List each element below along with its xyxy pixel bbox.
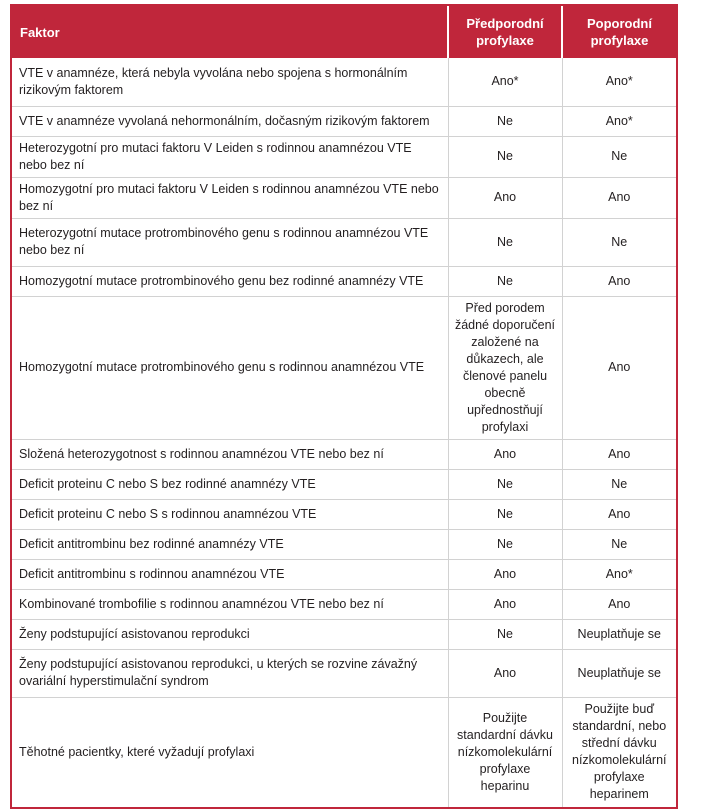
table-row bbox=[12, 266, 676, 296]
table-row bbox=[12, 439, 676, 469]
factor-cell: Heterozygotní mutace protrombinového genu s rodinnou anamnézou VTE nebo bez ní bbox=[12, 218, 448, 266]
header-factor: Faktor bbox=[12, 6, 448, 58]
factor-cell: Těhotné pacientky, které vyžadují profylaxi bbox=[19, 744, 255, 759]
table-row bbox=[12, 499, 676, 529]
antepartum-cell: Ne bbox=[448, 266, 562, 296]
antepartum-cell: Ano bbox=[448, 439, 562, 469]
postpartum-cell: Ne bbox=[562, 529, 676, 559]
postpartum-cell: Neuplatňuje se bbox=[562, 649, 676, 697]
factor-cell: Deficit proteinu C nebo S s rodinnou anamnézou VTE bbox=[12, 499, 448, 529]
header-postpartum: Poporodní profylaxe bbox=[562, 6, 676, 58]
factor-cell: Ženy podstupující asistovanou reprodukci, u kterých se rozvine závažný ovariální hyperstimulační syndrom bbox=[12, 649, 448, 697]
antepartum-cell: Ne bbox=[448, 218, 562, 266]
factor-cell: Složená heterozygotnost s rodinnou anamnézou VTE nebo bez ní bbox=[12, 439, 448, 469]
table-header-row bbox=[12, 6, 676, 58]
antepartum-cell: Použijte standardní dávku nízkomolekulární profylaxe heparinu bbox=[448, 697, 562, 807]
table-row bbox=[12, 106, 676, 136]
table-row bbox=[12, 58, 676, 106]
table-row bbox=[12, 136, 676, 177]
postpartum-cell: Ano bbox=[562, 266, 676, 296]
antepartum-cell: Ne bbox=[448, 619, 562, 649]
antepartum-cell: Ano bbox=[448, 649, 562, 697]
postpartum-cell: Ano* bbox=[562, 106, 676, 136]
postpartum-cell: Ne bbox=[562, 136, 676, 177]
postpartum-cell: Ano bbox=[562, 296, 676, 439]
postpartum-cell: Ano* bbox=[562, 559, 676, 589]
factor-cell: VTE v anamnéze, která nebyla vyvolána nebo spojena s hormonálním rizikovým faktorem bbox=[12, 58, 448, 106]
factor-cell: Deficit antitrombinu bez rodinné anamnézy VTE bbox=[12, 529, 448, 559]
antepartum-cell: Ano bbox=[448, 559, 562, 589]
antepartum-cell: Ano* bbox=[448, 58, 562, 106]
table-row bbox=[12, 296, 676, 439]
postpartum-cell: Ano bbox=[562, 589, 676, 619]
postpartum-cell: Ne bbox=[562, 469, 676, 499]
antepartum-cell: Ne bbox=[448, 469, 562, 499]
antepartum-cell: Ne bbox=[448, 529, 562, 559]
table-row bbox=[12, 177, 676, 218]
antepartum-cell: Ano bbox=[448, 589, 562, 619]
postpartum-cell: Použijte buď standardní, nebo střední dávku nízkomolekulární profylaxe heparinem bbox=[562, 697, 676, 807]
factor-cell: Deficit proteinu C nebo S bez rodinné anamnézy VTE bbox=[12, 469, 448, 499]
factor-cell: VTE v anamnéze vyvolaná nehormonálním, dočasným rizikovým faktorem bbox=[12, 106, 448, 136]
postpartum-cell: Ano* bbox=[562, 58, 676, 106]
antepartum-cell: Ne bbox=[448, 106, 562, 136]
antepartum-cell: Ne bbox=[448, 499, 562, 529]
factor-cell: Deficit antitrombinu s rodinnou anamnézou VTE bbox=[12, 559, 448, 589]
header-antepartum: Předporodní profylaxe bbox=[448, 6, 562, 58]
table-row bbox=[12, 469, 676, 499]
table-frame bbox=[10, 4, 678, 809]
factor-cell: Heterozygotní pro mutaci faktoru V Leiden s rodinnou anamnézou VTE nebo bez ní bbox=[12, 136, 448, 177]
factor-cell: Homozygotní pro mutaci faktoru V Leiden s rodinnou anamnézou VTE nebo bez ní bbox=[12, 177, 448, 218]
antepartum-cell: Ne bbox=[448, 136, 562, 177]
antepartum-cell: Ano bbox=[448, 177, 562, 218]
table-row bbox=[12, 697, 676, 807]
table-row bbox=[12, 559, 676, 589]
table-row bbox=[12, 589, 676, 619]
factor-cell: Homozygotní mutace protrombinového genu s rodinnou anamnézou VTE bbox=[12, 296, 448, 439]
postpartum-cell: Ano bbox=[562, 177, 676, 218]
prophylaxis-table bbox=[12, 6, 676, 807]
factor-cell: Homozygotní mutace protrombinového genu bez rodinné anamnézy VTE bbox=[12, 266, 448, 296]
factor-cell: Ženy podstupující asistovanou reprodukci bbox=[12, 619, 448, 649]
antepartum-cell: Před porodem žádné doporučení založené na důkazech, ale členové panelu obecně upřednostňují profylaxi bbox=[448, 296, 562, 439]
postpartum-cell: Ano bbox=[562, 499, 676, 529]
table-row bbox=[12, 529, 676, 559]
table-row bbox=[12, 619, 676, 649]
postpartum-cell: Neuplatňuje se bbox=[562, 619, 676, 649]
factor-cell: Kombinované trombofilie s rodinnou anamnézou VTE nebo bez ní bbox=[12, 589, 448, 619]
table-row bbox=[12, 218, 676, 266]
table-row bbox=[12, 649, 676, 697]
postpartum-cell: Ne bbox=[562, 218, 676, 266]
postpartum-cell: Ano bbox=[562, 439, 676, 469]
